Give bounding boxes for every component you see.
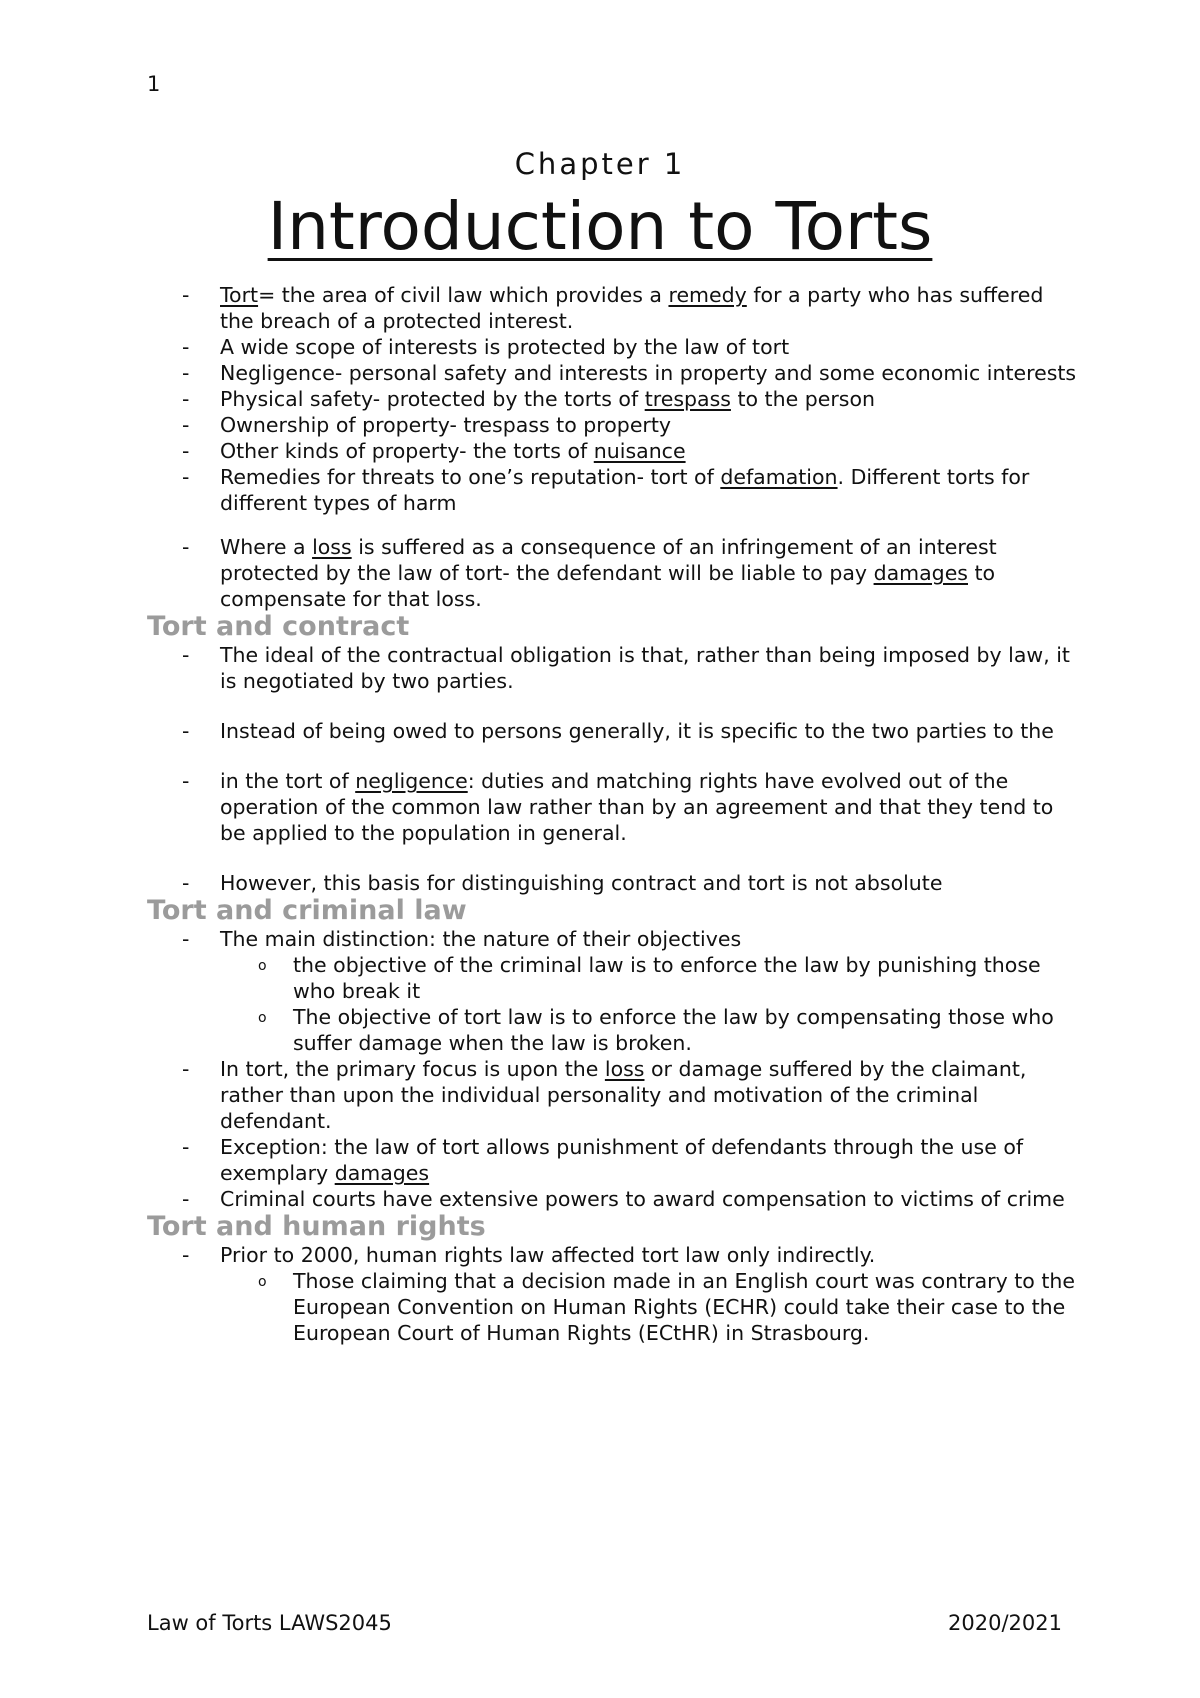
list-item <box>147 1186 1077 1212</box>
footer-year: 2020/2021 <box>948 1611 1062 1635</box>
text: Where a <box>220 535 313 559</box>
chapter-label: Chapter 1 <box>514 147 686 181</box>
text: Exception: the law of tort allows punishment of defendants through the use of exemplary <box>220 1135 1024 1185</box>
list-item <box>147 334 1077 360</box>
sub-list <box>220 1268 1077 1346</box>
text: Prior to 2000, human rights law affected tort law only indirectly. <box>220 1243 876 1267</box>
text: Negligence- personal safety and interests in property and some economic interests <box>220 361 1077 385</box>
text: to the person <box>730 387 875 411</box>
section-heading-human-rights: Tort and human rights <box>147 1211 486 1242</box>
text: A wide scope of interests is protected by the law of tort <box>220 335 790 359</box>
list-item <box>147 1242 1077 1346</box>
list-item <box>147 534 1077 612</box>
text: : duties and matching rights have evolved out of the operation of the common law rather than by an agreement and that they tend to be applied to the population in general. <box>220 769 1054 845</box>
text: The ideal of the contractual obligation is that, rather than being imposed by law, it is negotiated by two parties. <box>220 643 1070 693</box>
list-item <box>147 412 1077 438</box>
footer-course: Law of Torts LAWS2045 <box>147 1611 392 1635</box>
page-number: 1 <box>147 72 161 96</box>
contract-list <box>147 642 1077 896</box>
list-item <box>147 1056 1077 1134</box>
list-item <box>147 360 1077 386</box>
section-heading-criminal: Tort and criminal law <box>147 895 467 926</box>
human-rights-list <box>147 1242 1077 1346</box>
list-item <box>147 926 1077 1056</box>
text: . Different torts for different types of harm <box>220 465 1030 515</box>
list-item <box>147 768 1077 846</box>
term-damages: damages <box>334 1161 430 1185</box>
text: Ownership of property- trespass to property <box>220 413 672 437</box>
text: for a party who has suffered the breach of a protected interest. <box>220 283 1044 333</box>
term-loss: loss <box>604 1057 645 1081</box>
list-item <box>147 464 1077 516</box>
intro-list <box>147 282 1077 612</box>
text: to compensate for that loss. <box>220 561 996 611</box>
text: = the area of civil law which provides a <box>258 283 669 307</box>
term-negligence: negligence <box>355 769 468 793</box>
text: is suffered as a consequence of an infringement of an interest protected by the law of tort- the defendant will be liable to pay <box>220 535 997 585</box>
term-loss: loss <box>312 535 352 559</box>
term-defamation: defamation <box>720 465 838 489</box>
text: The main distinction: the nature of their objectives <box>220 927 742 951</box>
list-item <box>147 718 1077 744</box>
list-item <box>147 282 1077 334</box>
term-remedy: remedy <box>668 283 747 307</box>
list-item <box>147 386 1077 412</box>
text: Remedies for threats to one’s reputation- tort of <box>220 465 721 489</box>
text: Criminal courts have extensive powers to award compensation to victims of crime <box>220 1187 1065 1211</box>
term-damages: damages <box>873 561 968 585</box>
section-heading-contract: Tort and contract <box>147 611 410 642</box>
sub-list-item: o Those claiming that a decision made in an English court was contrary to the European Convention on Human Rights (ECHR) could take their case to the European Court of Human Rights (ECtHR) in Strasbourg. <box>220 1268 1077 1346</box>
term-trespass: trespass <box>644 387 731 411</box>
text: Instead of being owed to persons generally, it is specific to the two parties to the <box>220 719 1054 743</box>
text: or damage suffered by the claimant, rather than upon the individual personality and motivation of the criminal defendant. <box>220 1057 1027 1133</box>
list-item <box>147 870 1077 896</box>
text: in the tort of <box>220 769 356 793</box>
term-tort: Tort <box>220 283 259 307</box>
sub-list-item: o the objective of the criminal law is to enforce the law by punishing those who break it <box>220 952 1077 1004</box>
page-title: Introduction to Torts <box>267 188 933 265</box>
term-nuisance: nuisance <box>593 439 686 463</box>
sub-list-item: o The objective of tort law is to enforce the law by compensating those who suffer damage when the law is broken. <box>220 1004 1077 1056</box>
sub-list <box>220 952 1077 1056</box>
list-item <box>147 1134 1077 1186</box>
list-item <box>147 642 1077 694</box>
text: Physical safety- protected by the torts of <box>220 387 645 411</box>
text: However, this basis for distinguishing contract and tort is not absolute <box>220 871 943 895</box>
document-body <box>147 282 1077 1346</box>
text: In tort, the primary focus is upon the <box>220 1057 605 1081</box>
text: Other kinds of property- the torts of <box>220 439 594 463</box>
list-item <box>147 438 1077 464</box>
criminal-list <box>147 926 1077 1212</box>
